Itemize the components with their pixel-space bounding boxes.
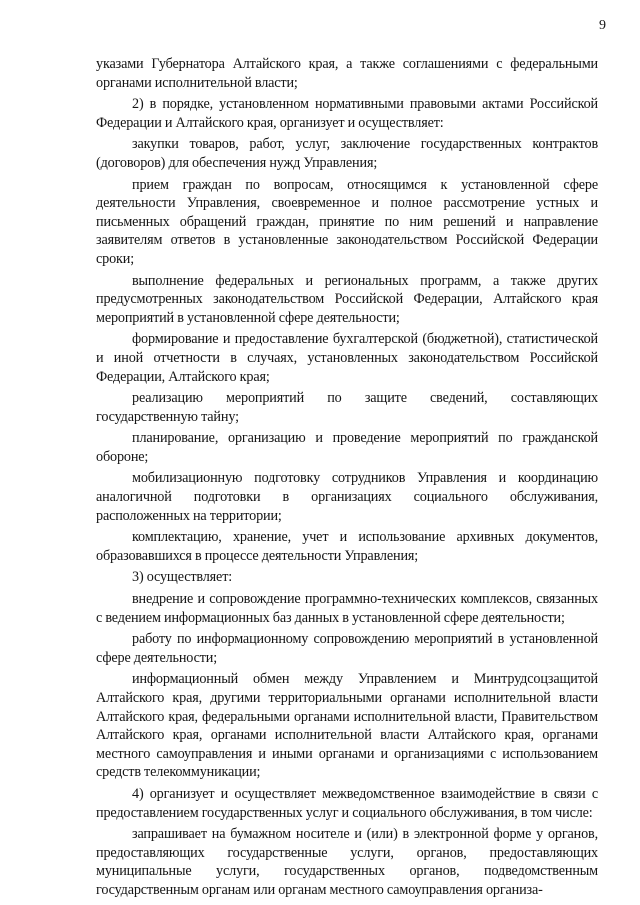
paragraph: планирование, организацию и проведение мероприятий по гражданской обороне; xyxy=(96,430,598,465)
paragraph: 3) осуществляет: xyxy=(132,569,233,586)
paragraph: реализацию мероприятий по защите сведений, составляющих государственную тайну; xyxy=(96,390,598,425)
paragraph: запрашивает на бумажном носителе и (или) в электронной форме у органов, предоставляющих государственные услуги, органов, предоставляющих муниципальные услуги, государственных органов, подведомственным государственным органам или органам местного самоуправления организа- xyxy=(96,826,598,898)
paragraph: информационный обмен между Управлением и Минтрудсоцзащитой Алтайского края, другими территориальными органами исполнительной власти Алтайского края, федеральными органами исполнительной власти, Правительством Алтайского края, органами исполнительной власти Алтайского края, органами местного самоуправления и иными органами и организациями с использованием средств телекоммуникации; xyxy=(96,671,598,781)
page-number: 9 xyxy=(599,18,606,33)
paragraph: указами Губернатора Алтайского края, а также соглашениями с федеральными органами исполнительной власти; xyxy=(96,56,598,91)
document-body xyxy=(96,55,598,900)
paragraph: 2) в порядке, установленном нормативными правовыми актами Российской Федерации и Алтайского края, организует и осуществляет: xyxy=(96,96,598,131)
paragraph: комплектацию, хранение, учет и использование архивных документов, образовавшихся в процессе деятельности Управления; xyxy=(96,529,598,564)
paragraph: формирование и предоставление бухгалтерской (бюджетной), статистической и иной отчетности в случаях, установленных законодательством Российской Федерации, Алтайского края; xyxy=(96,331,598,385)
paragraph: 4) организует и осуществляет межведомственное взаимодействие в связи с предоставлением государственных услуг и социального обслуживания, в том числе: xyxy=(96,785,598,821)
paragraph: закупки товаров, работ, услуг, заключение государственных контрактов (договоров) для обеспечения нужд Управления; xyxy=(96,136,598,171)
paragraph: внедрение и сопровождение программно-технических комплексов, связанных с ведением информационных баз данных в установленной сфере деятельности; xyxy=(96,591,598,626)
paragraph: мобилизационную подготовку сотрудников Управления и координацию аналогичной подготовки в организациях социального обслуживания, расположенных на территории; xyxy=(96,470,598,524)
paragraph: прием граждан по вопросам, относящимся к установленной сфере деятельности Управления, своевременное и полное рассмотрение устных и письменных обращений граждан, принятие по ним решений и направление заявителям ответов в установленные законодательством Российской Федерации сроки; xyxy=(96,176,598,267)
paragraph: выполнение федеральных и региональных программ, а также других предусмотренных законодательством Российской Федерации, Алтайского края мероприятий в установленной сфере деятельности; xyxy=(96,272,598,326)
paragraph: работу по информационному сопровождению мероприятий в установленной сфере деятельности; xyxy=(96,631,598,666)
